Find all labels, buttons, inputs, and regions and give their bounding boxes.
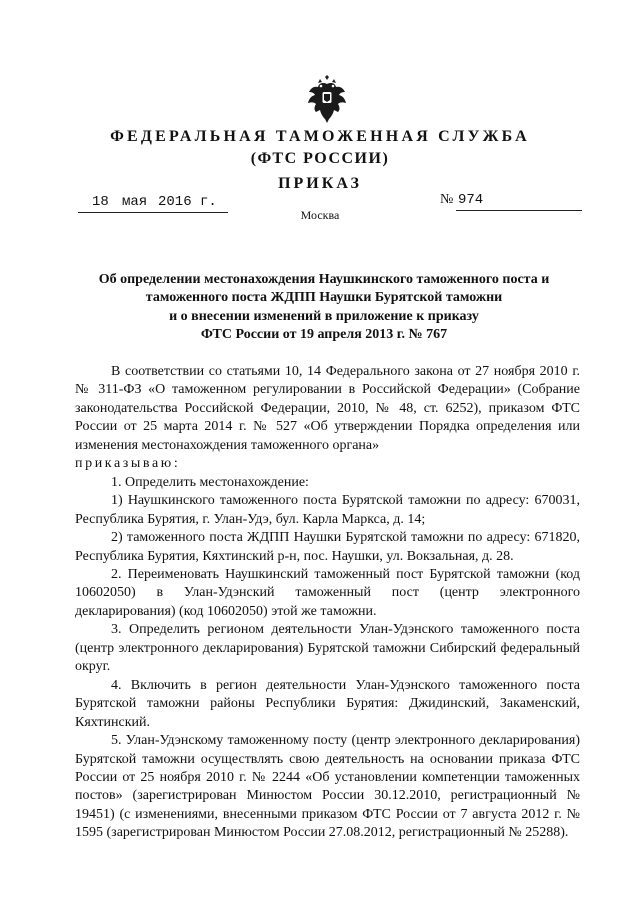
issue-city: Москва [300,208,340,222]
order-body [75,363,580,843]
order-item: 1. Определить местонахождение: [111,474,309,490]
order-item: 1) Наушкинского таможенного поста Бурятской таможни по адресу: 670031, Республика Бурятия, г. Улан-Удэ, бул. Карла Маркса, д. 14; [75,493,580,527]
document-type-title: ПРИКАЗ [278,175,362,192]
order-word: приказываю: [75,456,181,472]
order-date-day: 18 [92,194,109,210]
subject-line: таможенного поста ЖДПП Наушки Бурятской таможни [145,290,503,306]
order-date-month: мая [122,194,148,210]
order-subject [90,271,558,344]
preamble-paragraph: В соответствии со статьями 10, 14 Федерального закона от 27 ноября 2010 г. № 311-ФЗ «О таможенном регулировании в Российской Федерации» (Собрание законодательства Российской Федерации, 2010, № 48, ст. 6252), приказом ФТС России от 25 марта 2014 г. № 527 «Об утверждении Порядка определения или изменения местонахождения таможенного органа» [75,364,580,453]
coat-of-arms-icon [306,74,348,124]
order-item: 2) таможенного поста ЖДПП Наушки Бурятской таможни по адресу: 671820, Республика Бурятия, Кяхтинский р-н, пос. Наушки, ул. Вокзальная, д. 28. [75,530,580,564]
subject-line: и о внесении изменений в приложение к приказу [169,308,479,324]
subject-line: ФТС России от 19 апреля 2013 г. № 767 [200,326,448,342]
order-item: 4. Включить в регион деятельности Улан-Удэнского таможенного поста Бурятской таможни районы Республики Бурятия: Джидинский, Закаменский, Кяхтинский. [75,677,580,730]
order-item: 2. Переименовать Наушкинский таможенный пост Бурятской таможни (код 10602050) в Улан-Удэнский таможенный пост (центр электронного декларирования) (код 10602050) этой же таможни. [75,566,580,619]
number-sign: № [440,192,454,207]
order-date-year: 2016 г. [158,194,217,210]
agency-name: ФЕДЕРАЛЬНАЯ ТАМОЖЕННАЯ СЛУЖБА [110,128,530,145]
order-item: 3. Определить регионом деятельности Улан-Удэнского таможенного поста (центр электронного декларирования) Бурятской таможни Сибирский федеральный округ. [75,622,580,675]
order-item: 5. Улан-Удэнскому таможенному посту (центр электронного декларирования) Бурятской таможни осуществлять свою деятельность на основании приказа ФТС России от 25 ноября 2010 г. № 2244 «Об установлении компетенции таможенных постов» (зарегистрирован Минюстом России 30.12.2010, регистрационный № 19451) (с изменениями, внесенными приказом ФТС России от 7 августа 2012 г. № 1595 (зарегистрирован Минюстом России 27.08.2012, регистрационный № 25288). [75,733,580,841]
agency-abbreviation: (ФТС РОССИИ) [250,150,390,167]
subject-line: Об определении местонахождения Наушкинского таможенного поста и [98,272,550,287]
order-number-value: 974 [456,192,582,211]
